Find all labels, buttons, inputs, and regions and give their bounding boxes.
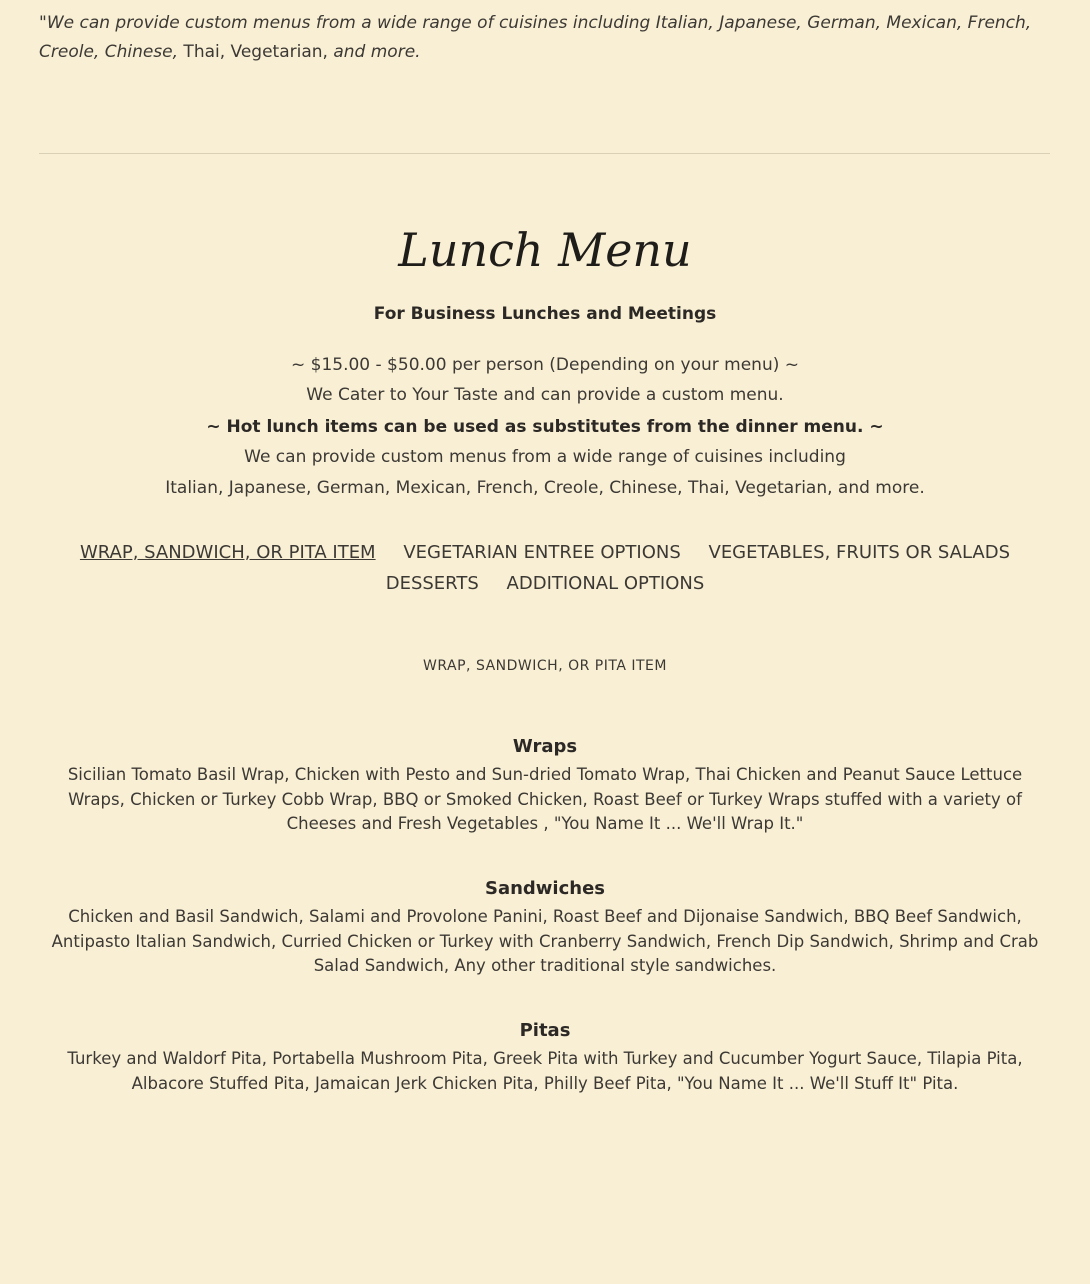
tab-vegetables-fruits-salads[interactable]: VEGETABLES, FRUITS OR SALADS [708,542,1011,563]
group-title-wraps: Wraps [512,736,578,757]
group-title-pitas: Pitas [519,1020,571,1041]
intro-italic-start: "We can provide custom menus from a wide range of cuisines including Italian, Japanese, German, Mexican, French, Creole, Chinese, [39,13,1032,62]
intro-italic-end: and more. [327,42,421,62]
custom-menu-line-2: Italian, Japanese, German, Mexican, French, Creole, Chinese, Thai, Vegetarian, and more. [165,478,925,498]
tab-vegetarian-entree[interactable]: VEGETARIAN ENTREE OPTIONS [403,542,681,563]
section-divider [39,153,1050,154]
section-heading: WRAP, SANDWICH, OR PITA ITEM [423,658,667,674]
tab-wrap-sandwich-pita[interactable]: WRAP, SANDWICH, OR PITA ITEM [79,542,376,563]
group-body-pitas: Turkey and Waldorf Pita, Portabella Mushroom Pita, Greek Pita with Turkey and Cucumber Yogurt Sauce, Tilapia Pita, Albacore Stuffed Pita, Jamaican Jerk Chicken Pita, Philly Beef Pita, "You Name It ... We'll Stuff It" Pita. [67,1049,1023,1093]
price-line: ~ $15.00 - $50.00 per person (Depending on your menu) ~ [290,355,800,375]
cater-line: We Cater to Your Taste and can provide a custom menu. [306,385,784,405]
group-body-sandwiches: Chicken and Basil Sandwich, Salami and Provolone Panini, Roast Beef and Dijonaise Sandwich, BBQ Beef Sandwich, Antipasto Italian Sandwich, Curried Chicken or Turkey with Cranberry Sandwich, French Dip Sandwich, Shrimp and Crab Salad Sandwich, Any other traditional style sandwiches. [51,907,1039,975]
custom-menu-line-1: We can provide custom menus from a wide range of cuisines including [244,447,846,467]
group-title-sandwiches: Sandwiches [484,878,605,899]
menu-category-tabs [40,537,1050,599]
page-title: Lunch Menu [398,223,692,277]
intro-plain-middle: Thai, Vegetarian, [178,42,328,62]
tab-desserts[interactable]: DESSERTS [385,573,479,594]
intro-paragraph [39,9,1039,67]
group-body-wraps: Sicilian Tomato Basil Wrap, Chicken with Pesto and Sun-dried Tomato Wrap, Thai Chicken and Peanut Sauce Lettuce Wraps, Chicken or Turkey Cobb Wrap, BBQ or Smoked Chicken, Roast Beef or Turkey Wraps stuffed with a variety of Cheeses and Fresh Vegetables , "You Name It ... We'll Wrap It." [67,765,1023,833]
tab-additional-options[interactable]: ADDITIONAL OPTIONS [506,573,705,594]
menu-subtitle: For Business Lunches and Meetings [373,304,717,324]
hot-items-note: ~ Hot lunch items can be used as substitutes from the dinner menu. ~ [206,417,884,437]
